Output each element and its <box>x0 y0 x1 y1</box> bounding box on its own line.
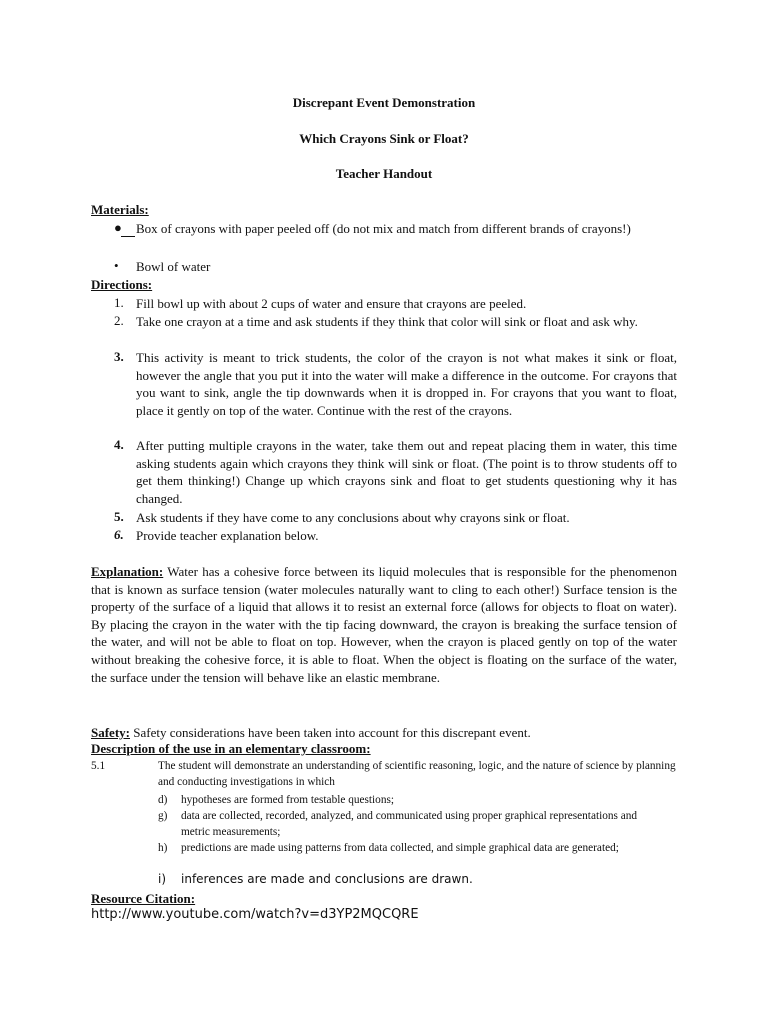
direction-item: Provide teacher explanation below. <box>136 528 319 543</box>
doc-subtitle: Which Crayons Sink or Float? <box>299 131 469 146</box>
sub-item-text: predictions are made using patterns from data collected, and simple graphical data are generated; <box>181 842 619 854</box>
sub-item-letter: h) <box>158 842 168 854</box>
sub-item-letter: i) <box>158 872 167 886</box>
bullet-icon: • <box>114 258 119 273</box>
list-number: 2. <box>114 313 124 328</box>
explanation-text: Water has a cohesive force between its liquid molecules that is responsible for the phenomenon that is known as surface tension (water molecules naturally want to cling to each other!) Surface tension is the property of the surface of a liquid that allows it to resist an external force (allows for objects to float on water). By placing the crayon in the water with the tip facing downward, the crayon is breaking the surface tension of the water, and will not be able to float on top. However, when the crayon is placed gently on top of the water without breaking the cohesive force, it is able to float. When the object is floating on the surface of the water, the surface under the tension will behave like an elastic membrane. <box>91 564 677 685</box>
safety-paragraph <box>91 724 691 742</box>
resource-heading: Resource Citation: <box>91 891 196 906</box>
explanation-label: Explanation: <box>91 564 164 579</box>
direction-item: After putting multiple crayons in the water, take them out and repeat placing them in water, this time asking students again which crayons they think will sink or float. (The point is to throw students off to get them thinking!) Change up which crayons sink and float to get students questioning why it has changed. <box>136 438 677 506</box>
sub-item-letter: d) <box>158 794 168 806</box>
list-number: 5. <box>114 509 124 524</box>
list-number: 1. <box>114 295 124 310</box>
standard-number: 5.1 <box>91 760 106 772</box>
direction-item: Take one crayon at a time and ask students if they think that color will sink or float and ask why. <box>136 314 638 329</box>
safety-label: Safety: <box>91 725 130 740</box>
standard-text: The student will demonstrate an understanding of scientific reasoning, logic, and the nature of science by planning and conducting investigations in which <box>158 760 676 788</box>
sub-item-text: data are collected, recorded, analyzed, and communicated using proper graphical representations and metric measurements; <box>181 810 638 838</box>
materials-item: Box of crayons with paper peeled off (do not mix and match from different brands of crayons!) <box>136 221 631 236</box>
doc-title: Discrepant Event Demonstration <box>292 95 476 110</box>
directions-heading: Directions: <box>91 277 153 292</box>
sub-item-text: inferences are made and conclusions are drawn. <box>181 872 473 886</box>
list-number: 3. <box>114 349 124 364</box>
sub-item-text: hypotheses are formed from testable questions; <box>181 794 395 806</box>
description-heading: Description of the use in an elementary classroom: <box>91 741 371 756</box>
safety-text: Safety considerations have been taken into account for this discrepant event. <box>133 725 531 740</box>
materials-item: Bowl of water <box>136 259 211 274</box>
bullet-icon: ● <box>114 220 122 235</box>
doc-handout-label: Teacher Handout <box>335 166 433 181</box>
resource-url-link[interactable]: http://www.youtube.com/watch?v=d3YP2MQCQRE <box>91 907 419 922</box>
direction-item: This activity is meant to trick students, the color of the crayon is not what makes it sink or float, however the angle that you put it into the water will make a difference in the outcome. For crayons that you want to sink, angle the tip downwards when it is dropped in. For crayons that you want to float, place it gently on top of the water. Continue with the rest of the crayons. <box>136 350 677 418</box>
sub-item-letter: g) <box>158 810 168 822</box>
explanation-paragraph <box>91 563 677 686</box>
list-number: 4. <box>114 437 124 452</box>
direction-item: Fill bowl up with about 2 cups of water and ensure that crayons are peeled. <box>136 296 527 311</box>
direction-item: Ask students if they have come to any conclusions about why crayons sink or float. <box>136 510 570 525</box>
list-number: 6. <box>114 527 124 542</box>
materials-heading: Materials: <box>91 202 149 217</box>
bullet-underline <box>121 236 135 237</box>
